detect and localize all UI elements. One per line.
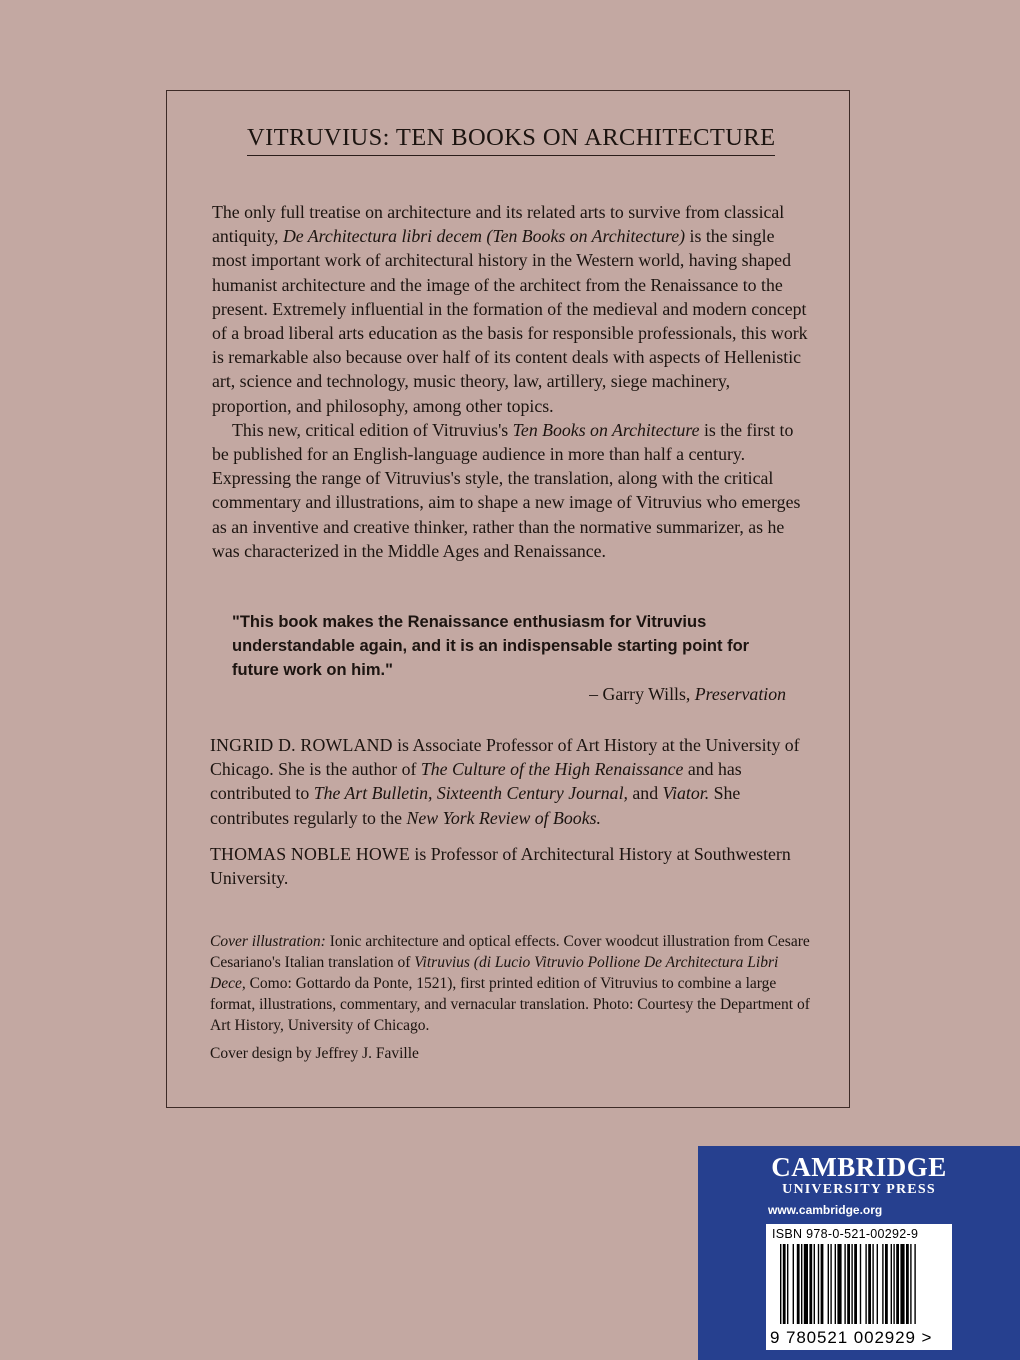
- description-text: This new, critical edition of Vitruvius's: [232, 419, 513, 440]
- barcode-bar: [830, 1244, 831, 1324]
- barcode-bar: [844, 1244, 845, 1324]
- author-name: INGRID D. ROWLAND: [210, 735, 393, 755]
- bio-text: is Professor of Architectural History at Southwestern University.: [210, 844, 791, 889]
- barcode-bar: [891, 1244, 892, 1324]
- publisher-name: CAMBRIDGE: [771, 1152, 947, 1182]
- barcode-bar: [821, 1244, 824, 1324]
- barcode-bar: [804, 1244, 808, 1324]
- publisher-block: [698, 1146, 1020, 1360]
- barcode-bar: [854, 1244, 857, 1324]
- barcode-bar: [860, 1244, 861, 1324]
- credit-label: Cover illustration:: [210, 933, 326, 950]
- barcode-bar: [801, 1244, 802, 1324]
- barcode-bar: [818, 1244, 819, 1324]
- author-bio-rowland: [210, 733, 810, 830]
- bio-text: and has contributed to: [210, 759, 742, 804]
- bio-journal-nyrb: New York Review of Books.: [406, 807, 601, 828]
- author-name: THOMAS NOBLE HOWE: [210, 844, 410, 864]
- barcode-bar: [882, 1244, 883, 1324]
- credit-text: Como: Gottardo da Ponte, 1521), first printed edition of Vitruvius to combine a large format, illustrations, commentary, and vernacular translation. Photo: Courtesy the Department of Art History, University of Chicago.: [210, 975, 810, 1034]
- description-paragraph-1: [212, 200, 810, 418]
- english-title: Ten Books on Architecture: [512, 419, 700, 440]
- quote-attribution: [589, 684, 786, 705]
- bio-text: and: [627, 783, 663, 804]
- description-text: The only full treatise on architecture and its related arts to survive from classical antiquity,: [212, 202, 785, 247]
- barcode-bar: [835, 1244, 836, 1324]
- credit-source-title: Vitruvius (di Lucio Vitruvio Pollione De Architectura Libri Dece,: [210, 954, 779, 992]
- publisher-subname: UNIVERSITY PRESS: [782, 1182, 936, 1197]
- description-text: is the single most important work of architectural history in the Western world, having shaped humanist architecture and the image of the architect from the Renaissance to the present. Extremely influential in the formation of the medieval and modern concept of a broad liberal arts education as the basis for responsible professionals, this work is remarkable also because over half of its content deals with aspects of Hellenistic art, science and technology, music theory, law, artillery, siege machinery, proportion, and philosophy, among other topics.: [212, 226, 808, 416]
- barcode-bar: [814, 1244, 815, 1324]
- credit-text: Ionic architecture and optical effects. Cover woodcut illustration from Cesare Cesariano's Italian translation of: [210, 933, 810, 971]
- barcode-bar: [851, 1244, 852, 1324]
- cover-illustration-credit: [210, 931, 810, 1036]
- publisher-url: www.cambridge.org: [768, 1203, 883, 1217]
- latin-title: De Architectura libri decem (Ten Books on Architecture): [282, 226, 686, 247]
- barcode-bar: [783, 1244, 786, 1324]
- barcode-bar: [837, 1244, 841, 1324]
- bio-journals: The Art Bulletin, Sixteenth Century Journal,: [313, 783, 628, 804]
- attribution-source: Preservation: [694, 684, 786, 704]
- barcode-bar: [900, 1244, 904, 1324]
- bio-text: is Associate Professor of Art History at the University of Chicago. She is the author of: [210, 735, 800, 780]
- author-bio-howe: [210, 842, 810, 890]
- barcode-bar: [865, 1244, 866, 1324]
- barcode-bar: [906, 1244, 909, 1324]
- bio-book-title: The Culture of the High Renaissance: [420, 759, 684, 780]
- barcode-bar: [847, 1244, 850, 1324]
- barcode-bar: [893, 1244, 894, 1324]
- description-text: is the first to be published for an English-language audience in more than half a century. Expressing the range of Vitruvius's style, the translation, along with the critical commentary and illustrations, aim to shape a new image of Vitruvius who emerges as an inventive and creative thinker, rather than the normative summarizer, as he was characterized in the Middle Ages and Renaissance.: [212, 419, 801, 561]
- barcode-bar: [872, 1244, 873, 1324]
- barcode-bar: [896, 1244, 899, 1324]
- barcode-bar: [780, 1244, 781, 1324]
- barcode-digits: 9 780521 002929 >: [770, 1328, 933, 1347]
- description-paragraph-2: [212, 418, 810, 563]
- barcode-bar: [910, 1244, 911, 1324]
- cover-design-credit: Cover design by Jeffrey J. Faville: [210, 1045, 419, 1062]
- barcode-bar: [797, 1244, 800, 1324]
- barcode-bar: [828, 1244, 829, 1324]
- book-title: VITRUVIUS: TEN BOOKS ON ARCHITECTURE: [247, 124, 775, 156]
- bio-journal-viator: Viator.: [662, 783, 710, 804]
- barcode-icon: [766, 1242, 952, 1328]
- attribution-name: – Garry Wills,: [589, 684, 695, 704]
- barcode-bar: [868, 1244, 871, 1324]
- bio-text: She contributes regularly to the: [210, 783, 741, 828]
- review-quote: "This book makes the Renaissance enthusiasm for Vitruvius understandable again, and it is an indispensable starting point for future work on him.": [232, 613, 750, 680]
- barcode-bar: [793, 1244, 794, 1324]
- description: [212, 200, 810, 563]
- barcode-bar: [914, 1244, 915, 1324]
- barcode-bar: [877, 1244, 878, 1324]
- barcode-bar: [885, 1244, 888, 1324]
- barcode-bar: [787, 1244, 788, 1324]
- barcode-panel: [766, 1224, 952, 1350]
- barcode-bar: [809, 1244, 812, 1324]
- isbn-label: ISBN 978-0-521-00292-9: [772, 1227, 919, 1241]
